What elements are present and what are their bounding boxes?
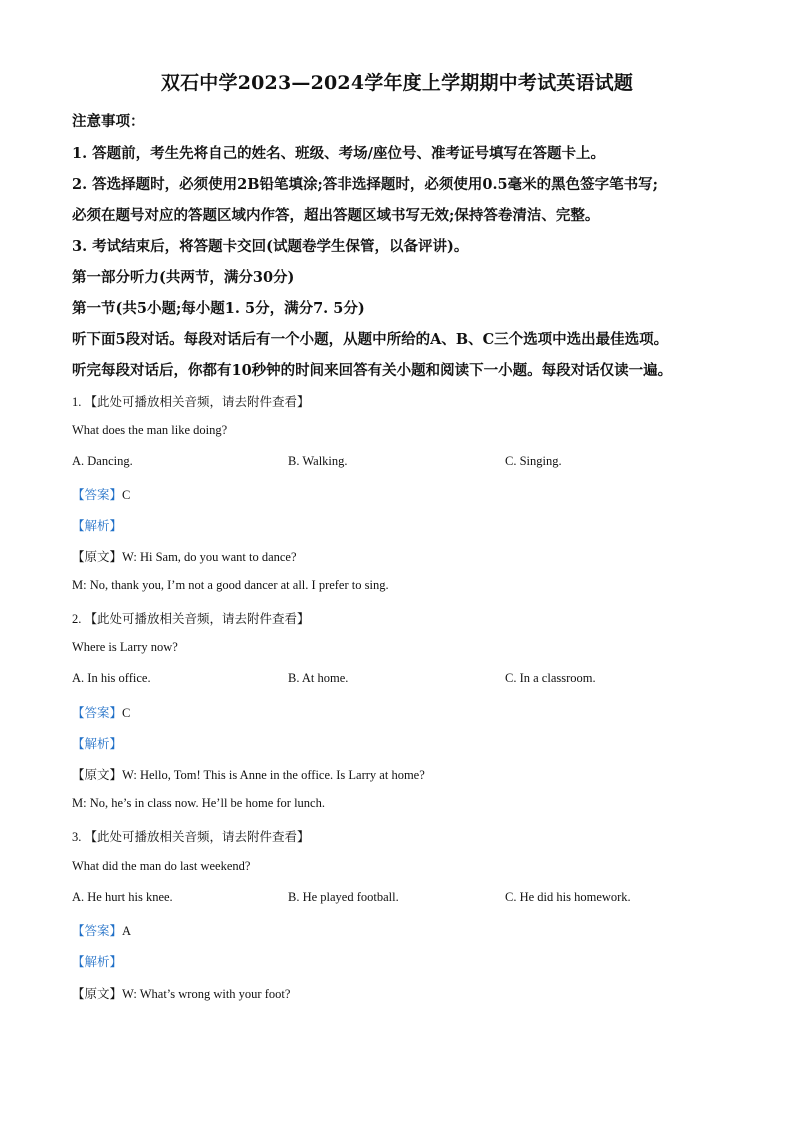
option-b: B. At home. (288, 671, 349, 685)
option-c: C. He did his homework. (505, 890, 631, 904)
option-c: C. Singing. (505, 454, 562, 468)
answer-label: 【答案】 (72, 706, 123, 720)
option-c: C. In a classroom. (505, 671, 596, 685)
answer-value: C (122, 488, 131, 502)
analysis-label: 【解析】 (72, 955, 123, 969)
transcript-line-1b: M: No, thank you, I’m not a good dancer at all. I prefer to sing. (72, 578, 389, 592)
subpart-heading: 第一节(共5小题;每小题1. 5分，满分7. 5分) (72, 300, 365, 317)
option-a: A. Dancing. (72, 454, 133, 468)
notice-item-2: 2. 答选择题时，必须使用2B铅笔填涂;答非选择题时，必须使用0.5毫米的黑色签字笔书写; (72, 176, 658, 193)
option-b: B. Walking. (288, 454, 348, 468)
notice-heading: 注意事项： (72, 113, 145, 130)
transcript-text: W: Hello, Tom! This is Anne in the office. Is Larry at home? (122, 768, 425, 782)
answer-line-2 (72, 703, 130, 721)
original-label: 【原文】 (72, 987, 123, 1001)
question-text-3: What did the man do last weekend? (72, 859, 251, 873)
question-text-1: What does the man like doing? (72, 423, 228, 437)
transcript-text: W: Hi Sam, do you want to dance? (122, 550, 297, 564)
part-heading: 第一部分听力(共两节，满分30分) (72, 269, 295, 286)
audio-placeholder-2: 2. 【此处可播放相关音频，请去附件查看】 (72, 612, 310, 626)
notice-item-2-cont: 必须在题号对应的答题区域内作答，超出答题区域书写无效;保持答卷清洁、完整。 (72, 207, 600, 224)
notice-item-3: 3. 考试结束后，将答题卡交回(试题卷学生保管，以备评讲)。 (72, 238, 469, 255)
transcript-line-3a (72, 984, 290, 1002)
transcript-text: W: What’s wrong with your foot? (122, 987, 291, 1001)
instructions-line-1: 听下面5段对话。每段对话后有一个小题，从题中所给的A、B、C三个选项中选出最佳选项。 (72, 331, 669, 348)
option-a: A. In his office. (72, 671, 151, 685)
question-text-2: Where is Larry now? (72, 640, 178, 654)
analysis-label: 【解析】 (72, 737, 123, 751)
answer-label: 【答案】 (72, 924, 123, 938)
transcript-line-2a (72, 765, 425, 783)
original-label: 【原文】 (72, 550, 123, 564)
option-a: A. He hurt his knee. (72, 890, 173, 904)
answer-label: 【答案】 (72, 488, 123, 502)
option-b: B. He played football. (288, 890, 399, 904)
transcript-line-2b: M: No, he’s in class now. He’ll be home for lunch. (72, 796, 325, 810)
instructions-line-2: 听完每段对话后，你都有10秒钟的时间来回答有关小题和阅读下一小题。每段对话仅读一遍。 (72, 362, 673, 379)
analysis-line-3 (72, 952, 122, 970)
notice-item-1: 1. 答题前，考生先将自己的姓名、班级、考场/座位号、准考证号填写在答题卡上。 (72, 145, 605, 162)
analysis-label: 【解析】 (72, 519, 123, 533)
exam-title: 双石中学2023—2024学年度上学期期中考试英语试题 (160, 72, 634, 94)
answer-line-1 (72, 485, 130, 503)
answer-line-3 (72, 921, 131, 939)
answer-value: C (122, 706, 131, 720)
analysis-line-1 (72, 516, 122, 534)
transcript-line-1a (72, 547, 297, 565)
analysis-line-2 (72, 734, 122, 752)
audio-placeholder-3: 3. 【此处可播放相关音频，请去附件查看】 (72, 830, 310, 844)
original-label: 【原文】 (72, 768, 123, 782)
audio-placeholder-1: 1. 【此处可播放相关音频，请去附件查看】 (72, 395, 310, 409)
answer-value: A (122, 924, 132, 938)
